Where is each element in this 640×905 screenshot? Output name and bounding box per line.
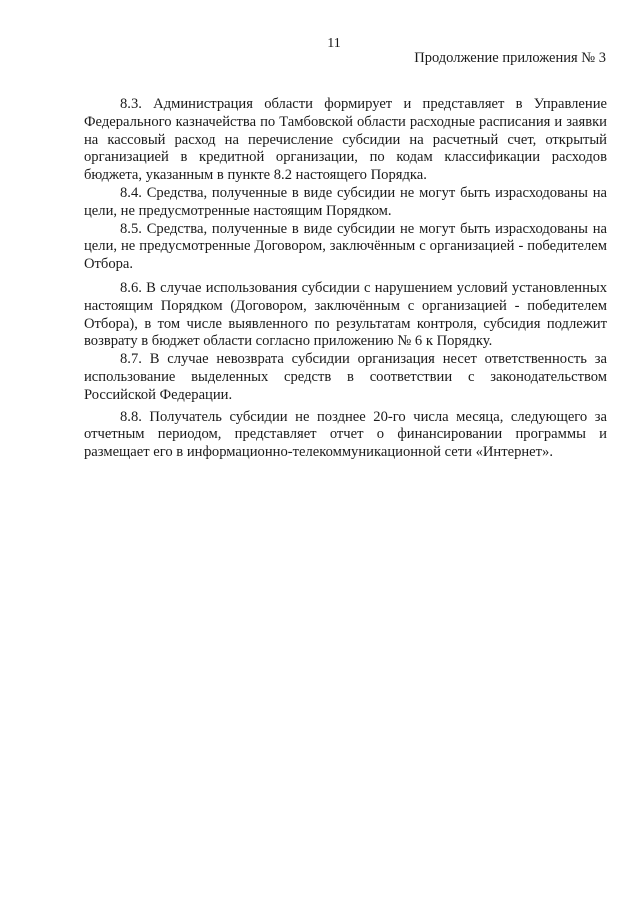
- paragraph-8-8: 8.8. Получатель субсидии не позднее 20-го числа месяца, следующего за отчетным периодом, представляет отчет о финансировании программы и размещает его в информационно-телекоммуникационной сети «Интернет».: [84, 408, 607, 461]
- paragraph-8-3: 8.3. Администрация области формирует и представляет в Управление Федерального казначейства по Тамбовской области расходные расписания и заявки на кассовый расход на перечисление субсидии на расчетный счет, открытый организацией в кредитной организации, по кодам классификации расходов бюджета, указанным в пункте 8.2 настоящего Порядка.: [84, 96, 607, 184]
- document-body: [84, 96, 607, 462]
- paragraph-8-6: 8.6. В случае использования субсидии с нарушением условий установленных настоящим Порядком (Договором, заключённым с организацией - победителем Отбора), в том числе выявленного по результатам контроля, субсидия подлежит возврату в бюджет области согласно приложению № 6 к Порядку.: [84, 279, 607, 350]
- page-number: 11: [327, 36, 341, 51]
- appendix-continuation-label: Продолжение приложения № 3: [414, 50, 606, 66]
- paragraph-8-7: 8.7. В случае невозврата субсидии организация несет ответственность за использование выделенных средств в соответствии с законодательством Российской Федерации.: [84, 351, 607, 403]
- paragraph-8-5: 8.5. Средства, полученные в виде субсидии не могут быть израсходованы на цели, не предусмотренные Договором, заключённым с организацией - победителем Отбора.: [84, 220, 607, 273]
- paragraph-8-4: 8.4. Средства, полученные в виде субсидии не могут быть израсходованы на цели, не предусмотренные настоящим Порядком.: [84, 184, 607, 219]
